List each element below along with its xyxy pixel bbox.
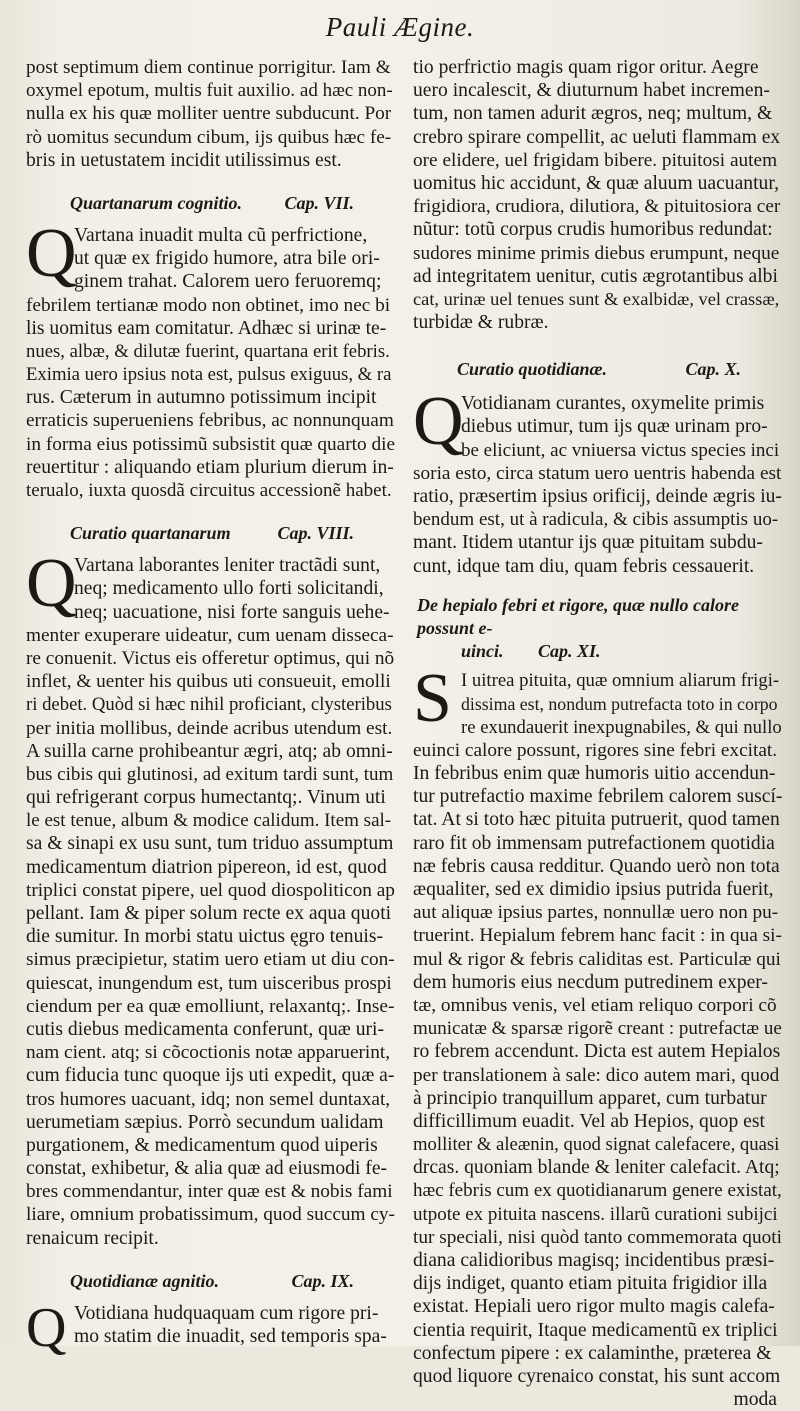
chapter-title-continued: uinci.: [461, 641, 504, 662]
intro-text: [413, 56, 781, 334]
text-line: nũtur: totũ corpus crudis humoribus redundat:: [413, 219, 773, 241]
text-line: bendum est, ut à radicula, & cibis assumptis uo-: [413, 509, 779, 531]
text-line: rò uomitus secundum cibum, ijs quibus hæc fe-: [26, 126, 392, 148]
text-line: uomitus hic accidunt, & quæ aluum uacuantur,: [413, 172, 779, 194]
text-line: soria esto, circa statum uero uentris habenda est: [413, 462, 782, 484]
text-line: liare, omnium probatissimum, quod succum cy-: [26, 1204, 395, 1226]
text-line: tros humores uacuant, idq; non semel duntaxat,: [26, 1088, 391, 1110]
text-line: raro fit ob immensam putrefactionem quotidia: [413, 832, 775, 854]
text-line: simus præcipietur, statim uero etiam ut diu con-: [26, 949, 395, 971]
chapter-number: Cap. XI.: [538, 641, 601, 662]
chapter-number: Cap. VII.: [284, 192, 354, 213]
text-line: tio perfrictio magis quam rigor oritur. Aegre: [413, 57, 759, 78]
text-line: Votidiana hudquaquam cum rigore pri-: [74, 1302, 379, 1324]
chapter-body: [26, 214, 396, 502]
chapter-heading: [26, 192, 394, 218]
text-line: bus cibis qui glutinosi, ad exitum tardi sunt, tum: [26, 763, 394, 785]
text-line: existat. Hepiali uero rigor multo magis calefa-: [413, 1296, 775, 1318]
text-line: ut quæ ex frigido humore, atra bile ori-: [74, 248, 380, 270]
right-column: [413, 56, 781, 1411]
text-line: neq; uacuatione, nisi forte sanguis uehe-: [74, 601, 390, 623]
text-line: dissima est, nondum putrefacta toto in corpo: [461, 693, 778, 714]
chapter-body: [413, 660, 783, 1411]
text-line: frigidiora, crudiora, dilutiora, & pituitosiora cer: [413, 196, 781, 218]
text-line: re conuenit. Victus eis offeretur optimus, qui nõ: [26, 647, 395, 669]
text-line: difficillimum euadit. Vel ab Hepios, quop est: [413, 1110, 765, 1132]
text-line: confectum pipere : ex calaminthe, præterea &: [413, 1342, 772, 1364]
text-line: reuertitur : aliquando etiam plurium dierum in-: [26, 456, 394, 478]
text-line: mant. Itidem utantur ijs quæ pituitam subdu-: [413, 532, 763, 554]
text-line: cientia requirit, Itaque medicamentũ ex triplici: [413, 1319, 778, 1341]
text-line: Vartana laborantes leniter tractãdi sunt,: [74, 555, 381, 577]
drop-cap: Q: [26, 545, 77, 623]
text-line: erraticis superueniens febribus, ac nonnunquam: [26, 410, 394, 432]
text-line: In febribus enim quæ humoris uitio accendun-: [413, 763, 776, 785]
text-line: næ febris causa redditur. Quando uerò non tota: [413, 855, 780, 877]
text-line: post septimum diem continue porrigitur. Iam &: [26, 57, 391, 78]
text-line: I uitrea pituita, quæ omnium aliarum frigi-: [461, 670, 780, 692]
text-line: hæc febris cum ex quotidianarum genere existat,: [413, 1180, 782, 1202]
text-line: cum fiducia tunc quoque ijs uti expedit, quæ a-: [26, 1065, 395, 1087]
text-line: Vartana inuadit multa cũ perfrictione,: [74, 224, 368, 246]
text-line: diebus utimur, tum ijs quæ urinam pro-: [461, 416, 768, 438]
text-line: dem humoris eius necdum putredinem exper-: [413, 971, 768, 993]
text-line: uero incalescit, & diuturnum habet incremen-: [413, 80, 770, 102]
text-line: quod liquore cyrenaico constat, his sunt accom: [413, 1365, 781, 1387]
text-line: tæ, omnibus venis, vel etiam reliquo corpori cõ: [413, 994, 777, 1016]
text-line: crebro spirare compellit, ac ueluti flammam ex: [413, 126, 781, 148]
text-line: tur speciali, nisi quòd tanto commemorata quoti: [413, 1226, 782, 1248]
chapter-body: [26, 545, 395, 1250]
text-line: purgationem, & medicamentum quod uiperis: [26, 1134, 378, 1156]
running-head: Pauli Ægine.: [325, 12, 475, 42]
text-line: ri debet. Quòd si hæc nihil proficiant, clysteribus: [26, 694, 392, 716]
text-line: qui refrigerant corpus humectantq;. Vinum uti: [26, 787, 386, 809]
text-line: turbidæ & rubræ.: [413, 312, 549, 334]
text-line: ad integritatem uenitur, cutis ægrotantibus albi: [413, 265, 778, 287]
text-line: A suilla carne prohibeantur ægri, atq; ab omni-: [26, 740, 393, 762]
text-line: diana calidioribus magisq; incidentibus præsi-: [413, 1250, 775, 1272]
text-line: pellant. Iam & piper solum recte ex aqua quoti: [26, 903, 392, 924]
text-line: euinci calore possunt, rigores sine febri excitat.: [413, 739, 778, 761]
text-line: tur putrefactio maxime febrilem calorem suscí-: [413, 786, 783, 808]
text-line: rus. Cæterum in autumno potissimum incipit: [26, 387, 377, 409]
drop-cap: Q: [26, 214, 77, 292]
chapter-title: Curatio quotidianæ.: [457, 359, 608, 380]
chapter-heading: [413, 594, 781, 664]
text-line: cutis diebus medicamenta conferunt, quæ uri-: [26, 1018, 385, 1040]
text-line: ro febrem accendunt. Dicta est autem Hepialos: [413, 1041, 781, 1063]
text-line: truerint. Hepialum febrem hanc facit : in qua si-: [413, 925, 782, 947]
text-line: medicamentum diatrion pipereon, id est, quod: [26, 856, 387, 878]
drop-cap: Q: [413, 383, 464, 461]
text-line: drcas. quoniam blande & leniter calefacit. Atq;: [413, 1157, 780, 1179]
text-line: inflet, & uenter his quibus uti consueuit, emolli: [26, 671, 391, 693]
text-line: æqualiter, sed ex dimidio ipsius putrida fuerit,: [413, 879, 774, 901]
text-line: terualo, iuxta quosdã circuitus accessionẽ habet.: [26, 480, 392, 501]
catchword: moda: [733, 1389, 777, 1411]
text-line: dijs indiget, quanto etiam pituita frigidior illa: [413, 1273, 768, 1295]
text-line: be eliciunt, ac vniuersa victus species inci: [461, 439, 780, 461]
text-line: tum, non tamen adurit ægros, neq; multum, &: [413, 103, 773, 125]
text-line: nulla ex his quæ molliter uentre subducunt. Por: [26, 103, 392, 125]
text-line: aut aliquæ ipsius partes, nonnullæ uero non pu-: [413, 902, 779, 924]
chapter-title: Curatio quartanarum: [70, 523, 231, 544]
text-line: cat, urinæ uel tenues sunt & exalbidæ, vel crassæ,: [413, 288, 780, 309]
text-line: bres commendantur, inter quæ est & nobis fami: [26, 1181, 393, 1203]
chapter-title: Quotidianæ agnitio.: [70, 1270, 220, 1291]
chapter-title: De hepialo febri et rigore, quæ nullo calore possunt e-: [417, 594, 739, 638]
text-line: à principio tranquillum apparet, cum turbatur: [413, 1087, 767, 1109]
text-line: nam cient. atq; si cõcoctionis notæ apparuerint,: [26, 1042, 391, 1064]
text-line: quiescat, inungendum est, tum uisceribus prospi: [26, 972, 392, 994]
text-line: sa & sinapi ex usu sunt, tum triduo assumptum: [26, 833, 394, 855]
text-line: le est tenue, album & modice calidum. Item sal-: [26, 810, 392, 832]
text-line: renaicum recipit.: [26, 1227, 159, 1249]
text-line: ginem trahat. Calorem uero feruoremq;: [74, 271, 382, 293]
text-line: Votidianam curantes, oxymelite primis: [461, 393, 765, 415]
text-line: uerumetiam sæpius. Porrò secundum ualidam: [26, 1111, 384, 1133]
drop-cap: S: [413, 660, 452, 738]
drop-cap: Q: [26, 1296, 67, 1359]
intro-text: [26, 56, 394, 172]
text-line: die sumitur. In morbi statu uictus ęgro tenuis-: [26, 926, 383, 948]
text-line: ciendum per ea quæ emolliunt, relaxantq;. Inse-: [26, 995, 395, 1017]
text-line: oxymel epotum, multis fuit auxilio. ad hæc non-: [26, 80, 393, 102]
text-line: molliter & aleænin, quod signat calefacere, quasi: [413, 1134, 780, 1156]
text-line: re exundauerit inexpugnabiles, & qui nullo: [461, 716, 782, 738]
text-line: bris in uetustatem incidit utilissimus est.: [26, 149, 342, 171]
text-line: in forma eius potissimũ subsistit quæ quarto die: [26, 433, 396, 455]
text-line: cunt, idque tam diu, quam febris cessauerit.: [413, 555, 755, 577]
text-line: constat, exhibetur, & alia quæ ad eiusmodi fe-: [26, 1158, 388, 1180]
chapter-heading: [26, 1270, 394, 1296]
text-line: tat. At si toto hæc pituita putruerit, quod tamen: [413, 809, 780, 831]
text-line: febrilem tertianæ modo non obtinet, imo nec bi: [26, 294, 391, 316]
text-line: per initia mollibus, deinde acribus utendum est.: [26, 717, 393, 739]
text-line: municatæ & sparsæ rigorẽ creant : putrefactæ ue: [413, 1018, 782, 1040]
text-line: Eximia uero ipsius nota est, pulsus exiguus, & ra: [26, 364, 392, 386]
text-line: sudores minime primis diebus erumpunt, neque: [413, 242, 780, 264]
chapter-number: Cap. IX.: [291, 1270, 354, 1291]
chapter-heading: [26, 522, 394, 548]
text-line: ore elidere, uel frigidam bibere. pituitosi autem: [413, 149, 778, 171]
chapter-number: Cap. X.: [685, 359, 741, 380]
text-line: utpote ex pituita nascens. illarũ curationi subijci: [413, 1203, 778, 1225]
text-line: nues, albæ, & dilutæ fuerint, quartana erit febris.: [26, 340, 390, 362]
text-line: menter exuperare uideatur, cum uenam dissecа-: [26, 624, 394, 646]
text-line: per translationem à sale: dico autem mari, quod: [413, 1064, 780, 1086]
chapter-body: [26, 1296, 394, 1359]
left-column: [26, 56, 396, 1359]
chapter-title: Quartanarum cognitio.: [70, 192, 243, 213]
text-line: triplici constat pipere, uel quod diospoliticon ap: [26, 879, 395, 901]
text-line: mo statim die inuadit, sed temporis spa-: [74, 1326, 387, 1347]
text-line: mul & rigor & febris caliditas est. Particulæ qui: [413, 948, 781, 970]
chapter-body: [413, 383, 782, 578]
text-line: neq; medicamento ullo forti solicitandi,: [74, 578, 384, 600]
text-line: lis uomitus eam comitatur. Adhæc si urinæ te-: [26, 317, 387, 339]
chapter-number: Cap. VIII.: [277, 523, 354, 544]
text-line: ratio, præsertim ipsius orificij, deinde ægris iu-: [413, 486, 782, 507]
chapter-heading: [413, 358, 781, 384]
